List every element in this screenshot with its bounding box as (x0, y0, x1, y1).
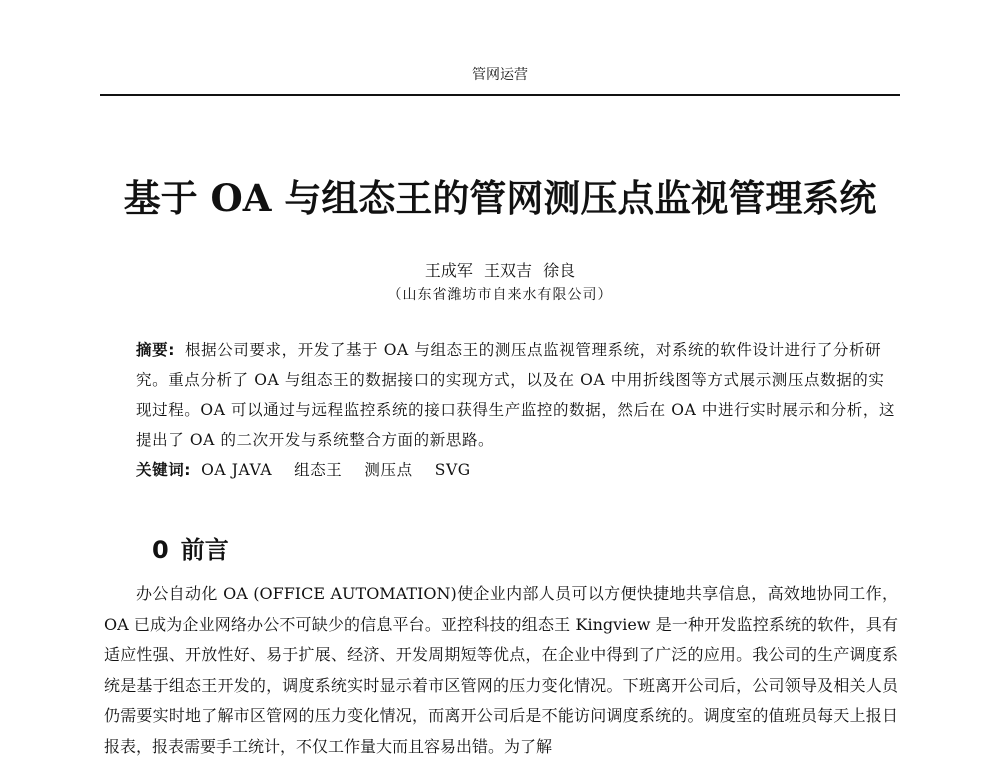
abstract-paragraph (136, 335, 896, 455)
abstract-text: 根据公司要求，开发了基于 OA 与组态王的测压点监视管理系统，对系统的软件设计进行了分析研究。重点分析了 OA 与组态王的数据接口的实现方式，以及在 OA 中用折线图等方式展示测压点数据的实现过程。OA 可以通过与远程监控系统的接口获得生产监控的数据，然后在 OA 中进行实时展示和分析，这提出了 OA 的二次开发与系统整合方面的新思路。 (136, 341, 896, 449)
abstract-block (136, 335, 896, 485)
paper-title: 基于 OA 与组态王的管网测压点监视管理系统 (123, 176, 877, 220)
keywords-label: 关键词: (136, 461, 192, 479)
authors: 王成军 王双吉 徐良 (424, 261, 576, 280)
section-number: 0 (152, 536, 169, 564)
keyword: SVG (434, 461, 471, 479)
keyword: 测压点 (364, 461, 413, 479)
keyword: 组态王 (294, 461, 343, 479)
section-heading (152, 530, 229, 565)
affiliation: （山东省潍坊市自来水有限公司） (387, 287, 613, 303)
header-rule (100, 94, 900, 96)
keyword: OA JAVA (201, 461, 273, 479)
body-paragraph: 办公自动化 OA (OFFICE AUTOMATION)使企业内部人员可以方便快捷地共享信息，高效地协同工作，OA 已成为企业网络办公不可缺少的信息平台。亚控科技的组态王 Kingview 是一种开发监控系统的软件，具有适应性强、开放性好、易于扩展、经济、开发周期短等优点，在企业中得到了广泛的应用。我公司的生产调度系统是基于组态王开发的，调度系统实时显示着市区管网的压力变化情况。下班离开公司后，公司领导及相关人员仍需要实时地了解市区管网的压力变化情况，而离开公司后是不能访问调度系统的。调度室的值班员每天上报日报表，报表需要手工统计，不仅工作量大而且容易出错。为了解 (104, 584, 898, 756)
running-header: 管网运营 (472, 67, 528, 83)
section-title: 前言 (180, 536, 229, 564)
keywords-line (136, 455, 896, 485)
abstract-label: 摘要: (136, 341, 175, 359)
